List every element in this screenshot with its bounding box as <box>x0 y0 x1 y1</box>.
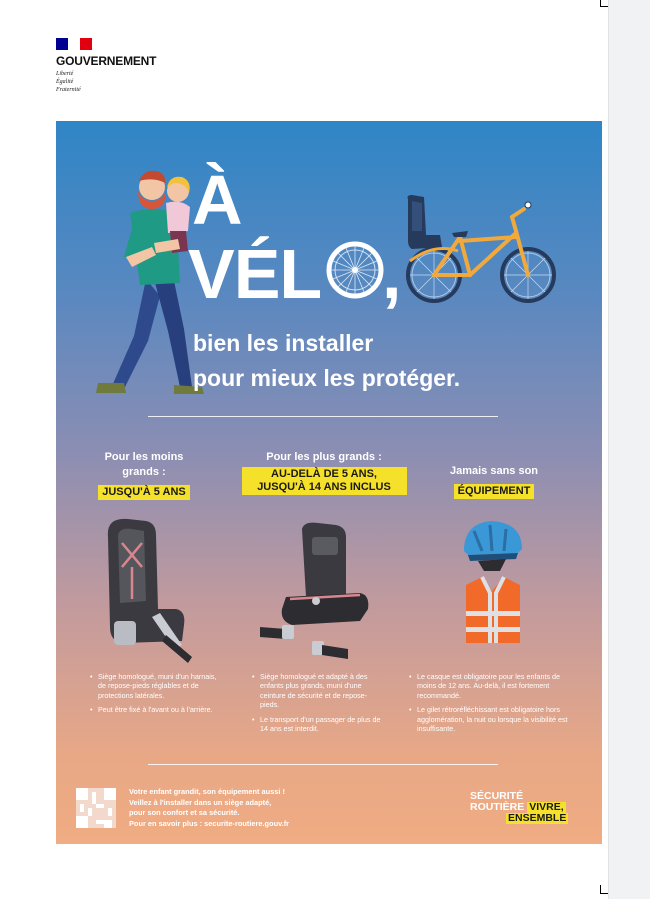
poster <box>56 121 602 844</box>
government-name: GOUVERNEMENT <box>56 54 157 68</box>
column-3-bullets <box>409 672 581 738</box>
column-2-bullets <box>252 672 382 738</box>
column-1-heading: Pour les moins grands : <box>104 451 184 478</box>
column-2-age-tag: AU-DELÀ DE 5 ANS, JUSQU'À 14 ANS INCLUS <box>242 467 407 495</box>
bicycle-with-child-seat-illustration <box>404 191 560 303</box>
column-3-bullet: • Le casque est obligatoire pour les enfants de moins de 12 ans. Au-delà, il est fortement recommandé. <box>409 672 581 700</box>
brand-routiere: ROUTIÈRE <box>470 801 525 813</box>
subtitle-line-2: pour mieux les protéger. <box>193 365 461 391</box>
column-2-bullet: • Le transport d'un passager de plus de 14 ans est interdit. <box>252 715 382 734</box>
title-comma: , <box>382 235 402 313</box>
brand-ensemble: ENSEMBLE <box>508 812 567 824</box>
footer-line-2: Veillez à l'installer dans un siège adapté, <box>129 797 272 807</box>
viewer-scrollbar-gutter[interactable] <box>608 0 650 899</box>
title-line-a: À <box>192 161 243 239</box>
motto-liberte: Liberté <box>56 71 74 77</box>
motto-egalite: Égalité <box>56 79 74 85</box>
column-1-age-tag: JUSQU'À 5 ANS <box>98 485 190 500</box>
column-2-heading: Pour les plus grands : <box>266 451 382 463</box>
column-2-bullet: • Siège homologué et adapté à des enfants plus grands, muni d'une ceinture de sécurité et de repose-pieds. <box>252 672 382 710</box>
crop-mark <box>600 893 608 894</box>
title-line-velo: VÉL <box>188 235 322 313</box>
securite-routiere-logo <box>470 791 568 824</box>
section-divider-bottom <box>148 764 498 765</box>
government-logo <box>56 38 156 94</box>
subtitle-line-1: bien les installer <box>193 330 374 356</box>
qr-code-icon[interactable] <box>76 788 116 828</box>
wheel-o-icon <box>326 241 384 299</box>
section-divider-top <box>148 416 498 417</box>
column-older-children <box>234 450 414 495</box>
column-equipment <box>434 464 554 499</box>
motto-fraternite: Fraternité <box>56 87 81 93</box>
helmet-icon <box>464 521 522 571</box>
column-3-heading: Jamais sans son <box>449 465 539 477</box>
column-3-bullet: • Le gilet rétroréfléchissant est obligatoire hors agglomération, la nuit ou lorsque la visibilité est insuffisante. <box>409 705 581 733</box>
poster-subtitle <box>193 326 460 396</box>
crop-mark <box>600 0 601 6</box>
reflective-vest-icon <box>466 577 520 643</box>
french-flag-icon <box>56 38 92 50</box>
footer-more-info-label: Pour en savoir plus : <box>129 818 205 828</box>
footer-line-4 <box>129 819 289 830</box>
crop-mark <box>600 6 608 7</box>
website-link[interactable]: securite-routiere.gouv.fr <box>204 818 290 828</box>
brand-line-1: SÉCURITÉ <box>470 790 524 802</box>
column-3-tag: ÉQUIPEMENT <box>454 484 535 499</box>
government-motto <box>56 70 156 94</box>
column-small-children <box>89 450 199 500</box>
footer-message <box>129 787 289 829</box>
helmet-and-vest-illustration <box>460 517 526 655</box>
brand-line-3 <box>470 813 568 824</box>
crop-mark <box>600 885 601 893</box>
brand-vivre: VIVRE, <box>529 801 564 813</box>
column-1-bullet: • Siège homologué, muni d'un harnais, de repose-pieds réglables et de protections latérales. <box>90 672 225 700</box>
column-1-bullet: • Peut être fixé à l'avant ou à l'arrière. <box>90 705 225 714</box>
booster-seat-illustration <box>256 521 376 667</box>
footer-line-3: pour son confort et sa sécurité. <box>129 808 240 817</box>
footer-line-1: Votre enfant grandit, son équipement aussi ! <box>129 787 285 796</box>
column-1-bullets <box>90 672 225 720</box>
rear-child-seat-illustration <box>102 517 194 665</box>
